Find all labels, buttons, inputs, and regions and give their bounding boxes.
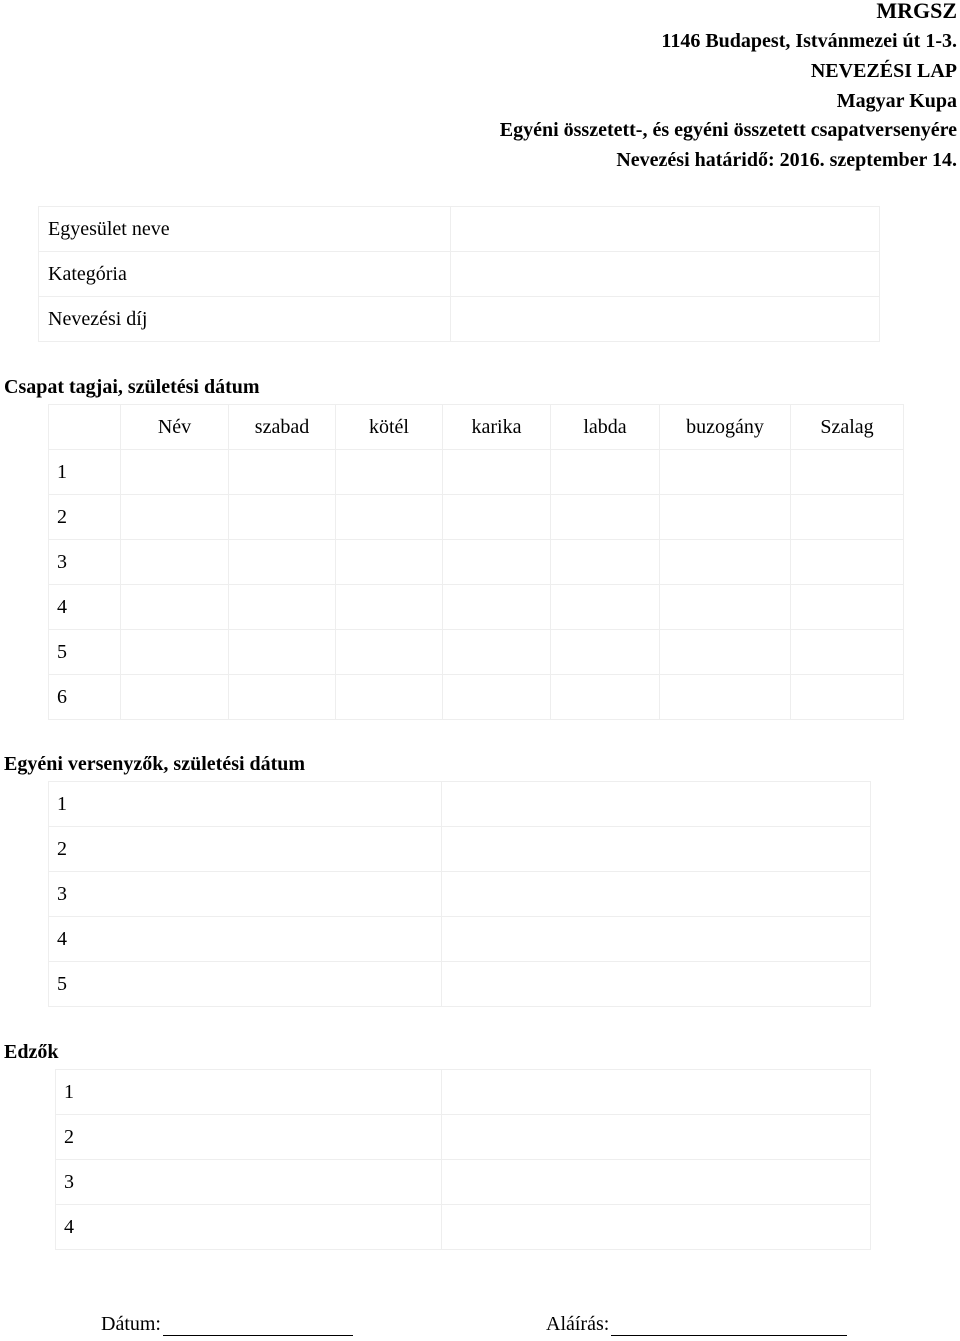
- clubs-cell[interactable]: [660, 495, 791, 540]
- competition-name: Egyéni összetett-, és egyéni összetett csapatversenyére: [499, 119, 957, 141]
- table-row: [56, 1115, 871, 1160]
- ribbon-cell[interactable]: [791, 585, 904, 630]
- hoop-cell[interactable]: [443, 630, 551, 675]
- row-number: 4: [49, 585, 121, 630]
- table-row: [49, 540, 904, 585]
- table-header-row: [49, 405, 904, 450]
- hoop-cell[interactable]: [443, 675, 551, 720]
- column-header: buzogány: [660, 405, 791, 450]
- row-number: 2: [49, 495, 121, 540]
- ribbon-cell[interactable]: [791, 630, 904, 675]
- individuals-table: [48, 781, 871, 1007]
- ribbon-cell[interactable]: [791, 450, 904, 495]
- rope-cell[interactable]: [336, 630, 443, 675]
- club-name-field[interactable]: [451, 207, 880, 252]
- row-number: 5: [49, 630, 121, 675]
- signature-field[interactable]: [611, 1313, 847, 1336]
- rope-free-cell[interactable]: [229, 540, 336, 585]
- name-cell[interactable]: [121, 630, 229, 675]
- ball-cell[interactable]: [551, 495, 660, 540]
- table-row: [49, 495, 904, 540]
- clubs-cell[interactable]: [660, 630, 791, 675]
- category-field[interactable]: [451, 252, 880, 297]
- date-line: [101, 1313, 353, 1336]
- form-title: NEVEZÉSI LAP: [810, 60, 957, 82]
- clubs-cell[interactable]: [660, 585, 791, 630]
- entry-fee-field[interactable]: [451, 297, 880, 342]
- row-number: 3: [56, 1160, 442, 1205]
- signature-label: Aláírás:: [546, 1313, 610, 1335]
- table-row: [49, 630, 904, 675]
- name-cell[interactable]: [121, 675, 229, 720]
- signature-line: [546, 1313, 847, 1336]
- coach-cell[interactable]: [442, 1070, 871, 1115]
- clubs-cell[interactable]: [660, 675, 791, 720]
- column-header: szabad: [229, 405, 336, 450]
- table-row: [49, 585, 904, 630]
- clubs-cell[interactable]: [660, 540, 791, 585]
- row-number: 3: [49, 872, 442, 917]
- competitor-cell[interactable]: [442, 827, 871, 872]
- hoop-cell[interactable]: [443, 495, 551, 540]
- competitor-cell[interactable]: [442, 872, 871, 917]
- team-members-table: [48, 404, 904, 720]
- coaches-heading: Edzők: [4, 1041, 59, 1063]
- coach-cell[interactable]: [442, 1160, 871, 1205]
- row-number: 1: [56, 1070, 442, 1115]
- table-row: [39, 252, 880, 297]
- rope-free-cell[interactable]: [229, 675, 336, 720]
- table-row: [56, 1205, 871, 1250]
- rope-cell[interactable]: [336, 450, 443, 495]
- hoop-cell[interactable]: [443, 450, 551, 495]
- table-row: [56, 1070, 871, 1115]
- ball-cell[interactable]: [551, 450, 660, 495]
- coaches-table: [55, 1069, 871, 1250]
- table-row: [49, 827, 871, 872]
- ball-cell[interactable]: [551, 675, 660, 720]
- date-field[interactable]: [163, 1313, 353, 1336]
- table-row: [49, 917, 871, 962]
- rope-free-cell[interactable]: [229, 450, 336, 495]
- entry-fee-label: Nevezési díj: [39, 297, 451, 342]
- cup-name: Magyar Kupa: [836, 90, 957, 112]
- competitor-cell[interactable]: [442, 782, 871, 827]
- ribbon-cell[interactable]: [791, 495, 904, 540]
- row-number: 2: [49, 827, 442, 872]
- ribbon-cell[interactable]: [791, 540, 904, 585]
- individuals-heading: Egyéni versenyzők, születési dátum: [4, 753, 306, 775]
- row-number: 5: [49, 962, 442, 1007]
- column-header: Név: [121, 405, 229, 450]
- clubs-cell[interactable]: [660, 450, 791, 495]
- club-info-table: [38, 206, 880, 342]
- ball-cell[interactable]: [551, 585, 660, 630]
- club-name-label: Egyesület neve: [39, 207, 451, 252]
- rope-free-cell[interactable]: [229, 630, 336, 675]
- competitor-cell[interactable]: [442, 917, 871, 962]
- rope-free-cell[interactable]: [229, 495, 336, 540]
- coach-cell[interactable]: [442, 1205, 871, 1250]
- table-row: [49, 675, 904, 720]
- row-number: 6: [49, 675, 121, 720]
- column-header: labda: [551, 405, 660, 450]
- table-row: [49, 962, 871, 1007]
- row-number: 1: [49, 450, 121, 495]
- ball-cell[interactable]: [551, 540, 660, 585]
- org-address: 1146 Budapest, Istvánmezei út 1-3.: [661, 30, 957, 52]
- name-cell[interactable]: [121, 495, 229, 540]
- category-label: Kategória: [39, 252, 451, 297]
- column-header: karika: [443, 405, 551, 450]
- ball-cell[interactable]: [551, 630, 660, 675]
- rope-cell[interactable]: [336, 540, 443, 585]
- column-header: kötél: [336, 405, 443, 450]
- row-number: 2: [56, 1115, 442, 1160]
- row-number: 3: [49, 540, 121, 585]
- hoop-cell[interactable]: [443, 585, 551, 630]
- deadline-text: Nevezési határidő: 2016. szeptember 14.: [616, 149, 957, 171]
- column-header: Szalag: [791, 405, 904, 450]
- ribbon-cell[interactable]: [791, 675, 904, 720]
- coach-cell[interactable]: [442, 1115, 871, 1160]
- table-row: [49, 450, 904, 495]
- name-cell[interactable]: [121, 585, 229, 630]
- hoop-cell[interactable]: [443, 540, 551, 585]
- date-label: Dátum:: [101, 1313, 161, 1335]
- table-row: [39, 207, 880, 252]
- table-row: [56, 1160, 871, 1205]
- table-row: [49, 782, 871, 827]
- rope-cell[interactable]: [336, 585, 443, 630]
- team-heading: Csapat tagjai, születési dátum: [4, 376, 260, 398]
- name-cell[interactable]: [121, 450, 229, 495]
- row-number: 1: [49, 782, 442, 827]
- column-header: [49, 405, 121, 450]
- rope-free-cell[interactable]: [229, 585, 336, 630]
- org-name: MRGSZ: [876, 0, 957, 23]
- table-row: [39, 297, 880, 342]
- rope-cell[interactable]: [336, 675, 443, 720]
- table-row: [49, 872, 871, 917]
- row-number: 4: [56, 1205, 442, 1250]
- row-number: 4: [49, 917, 442, 962]
- competitor-cell[interactable]: [442, 962, 871, 1007]
- rope-cell[interactable]: [336, 495, 443, 540]
- name-cell[interactable]: [121, 540, 229, 585]
